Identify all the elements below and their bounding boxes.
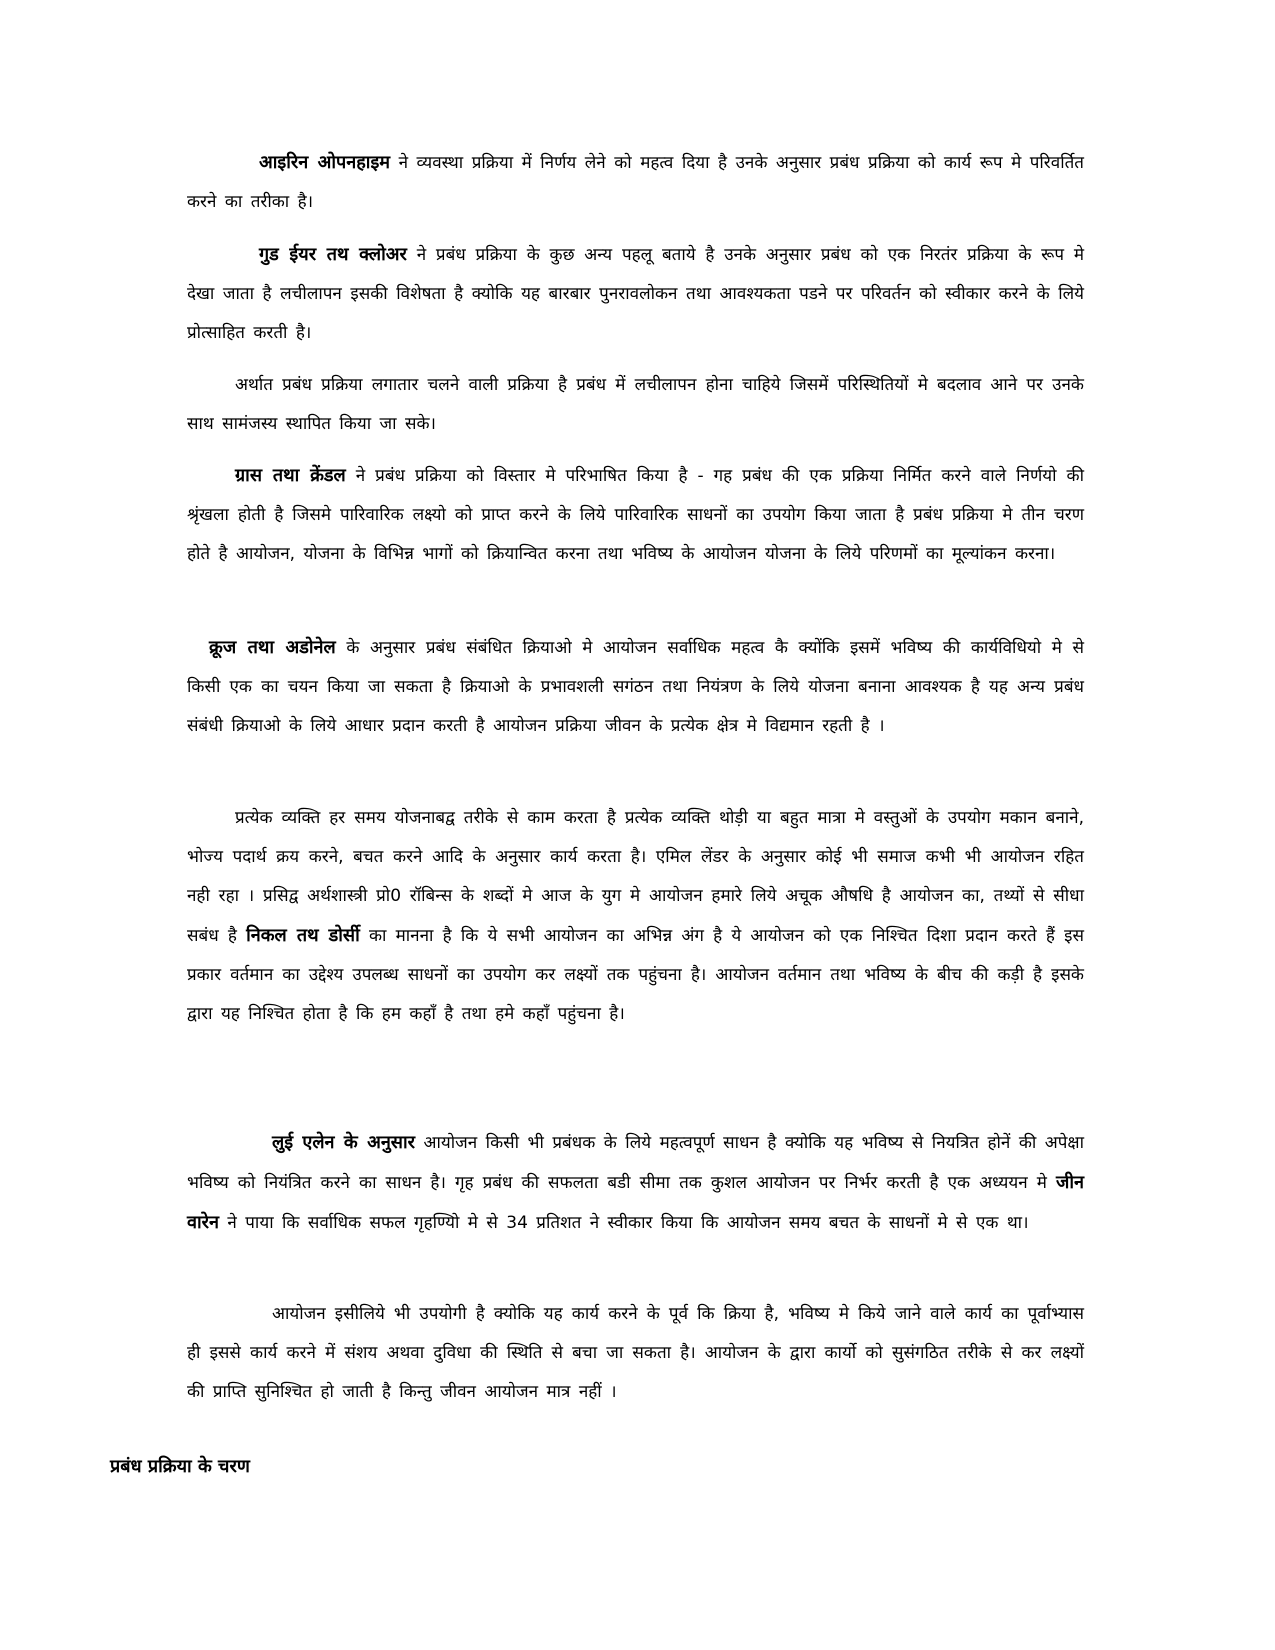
author-name: गुड ईयर तथ क्लोअर bbox=[259, 244, 407, 265]
author-name: लुई एलेन के अनुसार bbox=[272, 1132, 416, 1153]
paragraph-conclusion bbox=[187, 366, 1084, 444]
paragraph-text: ने प्रबंध प्रक्रिया के कुछ अन्य पहलू बताये है उनके अनुसार प्रबंध को एक निरतंर प्रक्रिया के रूप मे देखा जाता है लचीलापन इसकी विशेषता है क्योकि यह बारबार पुनरावलोकन तथा आवश्यकता पडने पर परिवर्तन को स्वीकार करने के लिये प्रोत्साहित करती है। bbox=[187, 245, 1084, 343]
paragraph-text-after: का मानना है कि ये सभी आयोजन का अभिन्न अंग है ये आयोजन को एक निश्चित दिशा प्रदान करते हैं इस प्रकार वर्तमान का उद्देश्य उपलब्ध साधनों का उपयोग कर लक्ष्यों तक पहुंचना है। आयोजन वर्तमान तथा भविष्य के बीच की कड़ी है इसके द्वारा यह निश्चित होता है कि हम कहाँ है तथा हमे कहाँ पहुंचना है। bbox=[187, 926, 1084, 1024]
author-name: ग्रास तथा क्रेंडल bbox=[235, 465, 346, 486]
paragraph-cruise-odonnell bbox=[187, 628, 1084, 746]
author-name-2: जीन वारेन bbox=[187, 1172, 1084, 1233]
paragraph-text: ने व्यवस्था प्रक्रिया में निर्णय लेने को महत्व दिया है उनके अनुसार प्रबंध प्रक्रिया को कार्य रूप मे परिवर्तित करने का तरीका है। bbox=[187, 153, 1084, 212]
section-heading: प्रबंध प्रक्रिया के चरण bbox=[110, 1456, 250, 1477]
paragraph-text-after: ने पाया कि सर्वाधिक सफल गृहण्यिो मे से 34 प्रतिशत ने स्वीकार किया कि आयोजन समय बचत के साधनों मे से एक था। bbox=[219, 1213, 1029, 1233]
paragraph-text: प्रत्येक व्यक्ति हर समय योजनाबद्व तरीके से काम करता है प्रत्येक व्यक्ति थोड़ी या बहुत मात्रा मे वस्तुओं के उपयोग मकान बनाने, भोज्य पदार्थ क्रय करने, बचत करने आदि के अनुसार कार्य करता है। एमिल लेंडर के अनुसार कोई भी समाज कभी भी आयोजन रहित नही रहा । प्रसिद्व अर्थशास्त्री प्रो0 रॉबिन्स के शब्दों मे आज के युग मे आयोजन हमारे लिये अचूक औषधि है आयोजन का, तथ्यों से सीधा सबंध है bbox=[187, 808, 1084, 946]
author-name: क्रूज तथा अडोनेल bbox=[209, 637, 336, 658]
paragraph-louis-allen bbox=[187, 1123, 1084, 1243]
paragraph-planning-everyone bbox=[187, 799, 1084, 1034]
paragraph-text: अर्थात प्रबंध प्रक्रिया लगातार चलने वाली प्रक्रिया है प्रबंध में लचीलापन होना चाहिये जिसमें परिस्थितियों मे बदलाव आने पर उनके साथ सामंजस्य स्थापित किया जा सके। bbox=[187, 375, 1084, 434]
author-name: आइरिन ओपनहाइम bbox=[259, 152, 391, 173]
paragraph-text: आयोजन किसी भी प्रबंधक के लिये महत्वपूर्ण साधन है क्योकि यह भविष्य से नियत्रित होनें की अपेक्षा भविष्य को नियंत्रित करने का साधन है। गृह प्रबंध की सफलता बडी सीमा तक कुशल आयोजन पर निर्भर करती है एक अध्ययन मे bbox=[187, 1133, 1084, 1193]
paragraph-text: आयोजन इसीलिये भी उपयोगी है क्योकि यह कार्य करने के पूर्व कि क्रिया है, भविष्य मे किये जाने वाले कार्य का पूर्वाभ्यास ही इससे कार्य करने में संशय अथवा दुविधा की स्थिति से बचा जा सकता है। आयोजन के द्वारा कार्यो को सुसंगठित तरीके से कर लक्ष्यों की प्राप्ति सुनिश्चित हो जाती है किन्तु जीवन आयोजन मात्र नहीं । bbox=[187, 1304, 1084, 1402]
paragraph-oppenheim bbox=[187, 143, 1084, 222]
paragraph-gross-crandall bbox=[187, 456, 1084, 574]
paragraph-text: ने प्रबंध प्रक्रिया को विस्तार मे परिभाषित किया है - गह प्रबंध की एक प्रक्रिया निर्मित करने वाले निर्णयो की श्रृंखला होती है जिसमे पारिवारिक लक्ष्यो को प्राप्त करने के लिये पारिवारिक साधनों का उपयोग किया जाता है प्रबंध प्रक्रिया मे तीन चरण होते है आयोजन, योजना के विभिन्न भागों को क्रियान्वित करना तथा भविष्य के आयोजन योजना के लिये परिणमों का मूल्यांकन करना। bbox=[187, 466, 1084, 564]
paragraph-goodyear-clower bbox=[187, 235, 1084, 353]
paragraph-planning-useful bbox=[187, 1295, 1084, 1412]
paragraph-text: के अनुसार प्रबंध संबंधित क्रियाओ मे आयोजन सर्वाधिक महत्व कै क्योंकि इसमें भविष्य की कार्यविधियो मे से किसी एक का चयन किया जा सकता है क्रियाओ के प्रभावशली सगंठन तथा नियंत्रण के लिये योजना बनाना आवश्यक है यह अन्य प्रबंध संबंधी क्रियाओ के लिये आधार प्रदान करती है आयोजन प्रक्रिया जीवन के प्रत्येक क्षेत्र मे विद्यमान रहती है । bbox=[187, 638, 1085, 736]
author-name: निकल तथ डोर्सी bbox=[246, 925, 360, 946]
